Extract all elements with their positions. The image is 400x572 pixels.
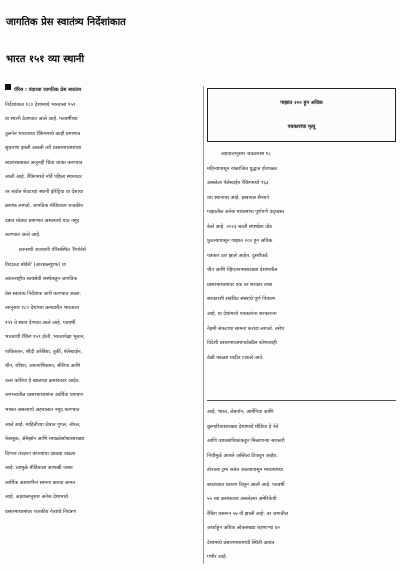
body-line: प्रसारमाध्यमांवर एक तर सरकार ताबा — [207, 281, 273, 288]
body-line: प्रसारमाध्यमांवर राजकीय नेत्यांचे नियंत्रण — [5, 508, 76, 515]
body-line: जगभरातील प्रसारमाध्यमांना आर्थिक चणचण — [5, 392, 83, 399]
body-line: त्यानुसार १८० देशांच्या क्रमवारीत भारताला — [5, 305, 79, 312]
sub-title-line-1: गाझात २०० हून अधिक — [280, 100, 323, 106]
headline — [6, 4, 396, 78]
body-line: आहे. या देशांमध्ये पत्रकारांना सरकारांना — [207, 311, 277, 318]
body-line: आहे. भारत, लेबनॉन, आर्मेनिया आणि — [207, 409, 274, 415]
body-line: प्रेस स्वातंत्र्य निर्देशांक जारी करण्यात आला. — [5, 290, 82, 297]
body-line: १५१ वे स्थान देण्यात आले आहे. गतवर्षी — [5, 319, 76, 326]
section-divider — [207, 400, 396, 401]
body-line: डोनाल्ड ट्रम्प सत्तेत आल्यापासून माध्यमांच्या — [207, 467, 283, 474]
body-line: आंतरराष्ट्रीय स्वयंसेवी संस्थेकडून जागतिक — [5, 276, 78, 283]
left-column — [5, 83, 201, 519]
body-line: फुटल्यापासून गाझात २०० हून अधिक — [207, 238, 273, 245]
body-line: देशांमध्ये प्रसारमाध्यमांची स्थिती अत्यंत — [207, 539, 275, 546]
body-line: ५५ व्या क्रमांकावर असलेल्या अमेरिकेची — [207, 496, 277, 503]
body-line: दिग्गज तंत्रज्ञान कंपन्यांचा दबदबा वाढला — [5, 450, 76, 457]
body-line: वेळी काळ्या यादीत टाकले जाते. — [207, 354, 264, 361]
headline-line-2: भारत १५१ व्या स्थानी — [6, 54, 85, 65]
body-line: आहे. त्यामुळे मीडियाला आणखी जास्त — [5, 465, 73, 472]
body-line: तुलनेत भारताच्या रँकिंगमध्ये काही प्रमाणात — [5, 130, 81, 137]
sub-story-title — [208, 89, 395, 139]
body-line: स्वातंत्र्याबाबत अजूनही चिंता व्यक्त करण्यात — [5, 159, 83, 166]
body-line: नेहमी संकटाचा सामना करावा लागतो. तसेच — [207, 325, 285, 332]
body-line: फेसबुक, ॲमेझॉन आणि मायक्रोसॉफ्टसारख्या — [5, 436, 85, 443]
sub-title-line-2: पत्रकारांचा मृत्यू — [287, 124, 316, 130]
body-line: भारताची रँकिंग १५९ होती. भारतापेक्षा भूतान, — [5, 334, 85, 341]
column-divider — [203, 86, 204, 564]
body-line: आली आहे. रँकिंगमध्ये नॉर्वे पहिला स्थानावर — [5, 174, 82, 181]
body-line: रँकिंग घसरून ५७ वी झाली आहे. तर जगातील — [207, 510, 288, 517]
body-line: सुधारणा झाली असली तरी प्रसारमाध्यमांच्या — [5, 145, 82, 152]
body-line: चीन आणि व्हिएतनामसारख्या देशांमधील — [207, 267, 278, 274]
body-line: असलेला पॅलेस्टाईन रँकिंगमध्ये १६३ — [207, 180, 269, 187]
body-line: उत्तर कोरिया हे खालच्या क्रमांकावर आहेत. — [5, 377, 81, 384]
body-line: निर्देशांकात १८० देशांमध्ये भारताला १५१ — [5, 101, 76, 108]
body-line: चीन, रशिया, अफगाणिस्तान, सीरिया आणि — [5, 363, 81, 370]
body-line: आले आहे. माहितीच्या क्षेत्रात गुगल, ॲपल, — [5, 421, 81, 428]
body-line: विदाऊट बॉर्डर्स' (आरडब्ल्यूएफ) या — [5, 261, 66, 268]
body-line: पाकिस्तान, सौदी अरेबिया, तुर्की, पॅलेस्टाईन, — [5, 348, 83, 355]
body-line: सरकारशी संबंधित संस्थांचे पूर्ण नियंत्रण — [207, 296, 276, 303]
body-line: पत्रकार ठार झाले आहेत. दुसरीकडे — [207, 252, 268, 259]
body-line: स्वातंत्र्यात घसरण दिसून आली आहे. गतवर्षी — [207, 481, 285, 488]
bottom-right-column — [207, 405, 396, 565]
body-line: तर सर्वात शेवटच्या स्थानी इरिट्रिया या देशाचा — [5, 188, 84, 195]
body-line: बुल्गारियासारख्या देशांमध्ये मीडिया हे नेते — [207, 423, 279, 430]
right-column — [207, 147, 396, 365]
body-line: आर्थिक अडचणींना सामना करावा लागत — [5, 479, 76, 486]
body-line: गाझातील अनेक माध्यमांना पूर्णपणे उद्ध्वस्त — [207, 209, 284, 216]
headline-line-1: जागतिक प्रेस स्वातंत्र्य निर्देशांकात — [6, 17, 126, 28]
body-line: पॅरिस : यंदाच्या जागतिक प्रेस स्वातंत्र्य — [5, 83, 201, 98]
body-line: व्या स्थानावर आहे. इस्त्रायल सैन्याने — [207, 194, 270, 201]
body-line: वा स्थानी ठेवण्यात आले आहे. गतवर्षीच्या — [5, 116, 78, 123]
body-line: महिन्यांपासून रक्तरंजित युद्धात होरपळत — [207, 165, 278, 172]
body-line: केले आहे. २०२३ साली संघर्षाला तोंड — [207, 223, 272, 230]
body-line: अहवालानुसार जवळपास १८ — [221, 151, 271, 157]
body-line: विदेशी प्रसारमाध्यमांनादेखील कोणत्याही — [207, 340, 277, 347]
body-line: क्रमांक लागतो. जागतिक मीडियावर राजकीय — [5, 203, 83, 210]
body-line: गंभीर आहे. — [207, 554, 228, 561]
body-line: निधीमुळे आपले अस्तित्व टिकवून आहेत. — [207, 452, 278, 459]
body-line: आणि व्यावसायिकांकडून मिळणाऱ्या सरकारी — [207, 438, 285, 445]
bullet-square-icon — [5, 84, 11, 90]
sub-story-box — [207, 88, 396, 142]
body-line: अर्ध्याहून अधिक लोकसंख्या राहणाऱ्या ४२ — [207, 525, 280, 532]
body-line: आहे. अहवालानुसार अनेक देशांमध्ये — [5, 494, 68, 501]
body-line: फ्रान्सची राजधानी पॅरिसस्थित 'रिपोर्टर्स — [19, 247, 86, 254]
body-line: भासत असल्याचे अहवालात नमूद करण्यात — [5, 407, 80, 414]
body-line: दबाव मोठ्या प्रमाणात असल्याचे यात नमूद — [5, 217, 80, 224]
body-line: करण्यात आले आहे. — [5, 232, 41, 239]
